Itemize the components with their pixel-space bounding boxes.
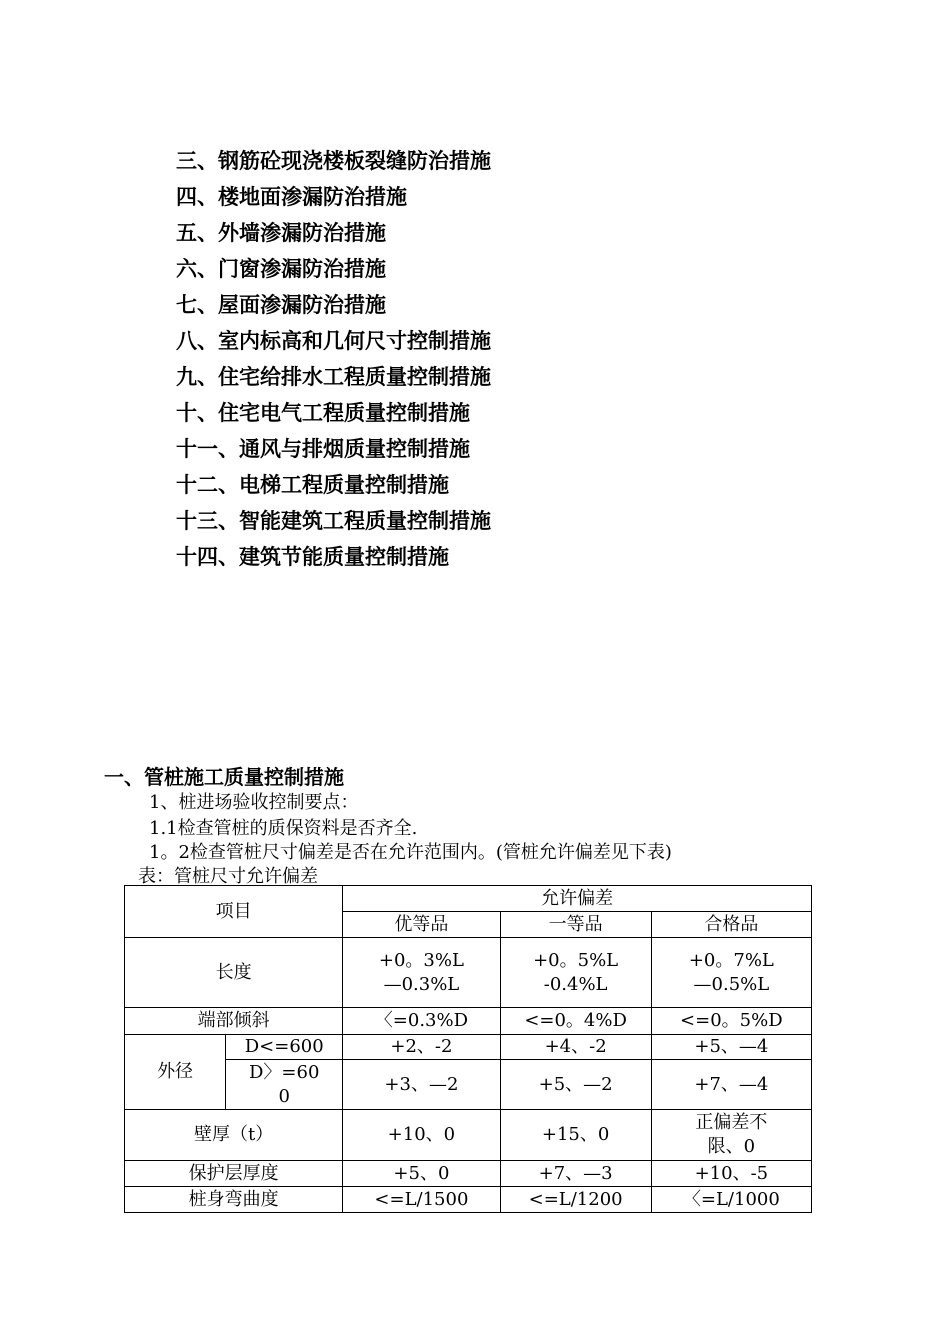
cell-length-g2 xyxy=(500,938,651,1008)
paragraph-size-deviation: 1。2检查管桩尺寸偏差是否在允许范围内。(管桩允许偏差见下表) xyxy=(149,842,672,863)
cell-line: +0。7%L xyxy=(688,949,774,971)
cell-outer-small-g1: +2、-2 xyxy=(343,1035,500,1060)
toc-item: 六、门窗渗漏防治措施 xyxy=(176,257,386,281)
table-row xyxy=(125,938,812,1008)
cell-outer-small-g3: +5、—4 xyxy=(651,1035,811,1060)
toc-item: 八、室内标高和几何尺寸控制措施 xyxy=(176,329,491,353)
header-allowance: 允许偏差 xyxy=(343,886,812,912)
paragraph-quality-docs: 1.1检查管桩的质保资料是否齐全. xyxy=(149,818,418,839)
toc-item: 四、楼地面渗漏防治措施 xyxy=(176,185,407,209)
row-label-tilt: 端部倾斜 xyxy=(125,1008,343,1035)
cell-line: +0。3%L xyxy=(378,949,464,971)
cell-bend-g1: <=L/1500 xyxy=(343,1187,500,1213)
cell-outer-small-g2: +4、-2 xyxy=(500,1035,651,1060)
cell-cover-g2: +7、—3 xyxy=(500,1161,651,1187)
row-label-cover-thickness: 保护层厚度 xyxy=(125,1161,343,1187)
cell-length-g1 xyxy=(343,938,500,1008)
cell-line: 0 xyxy=(278,1085,290,1107)
toc-item: 十、住宅电气工程质量控制措施 xyxy=(176,401,470,425)
table-header-row xyxy=(125,886,812,912)
cell-line: —0.3%L xyxy=(383,973,460,995)
row-label-outer-diameter: 外径 xyxy=(125,1035,226,1110)
table-row xyxy=(125,1161,812,1187)
cell-tilt-g3: <=0。5%D xyxy=(651,1008,811,1035)
cell-wall-g2: +15、0 xyxy=(500,1110,651,1161)
tolerance-table xyxy=(124,885,812,1213)
table-of-contents xyxy=(176,146,491,578)
cell-wall-g3 xyxy=(651,1110,811,1161)
table-row xyxy=(125,1060,812,1110)
table-row xyxy=(125,1110,812,1161)
row-label-length: 长度 xyxy=(125,938,343,1008)
cell-bend-g3: 〈=L/1000 xyxy=(651,1187,811,1213)
cell-line: D〉=60 xyxy=(249,1061,320,1083)
cell-cover-g3: +10、-5 xyxy=(651,1161,811,1187)
cell-bend-g2: <=L/1200 xyxy=(500,1187,651,1213)
toc-item: 十二、电梯工程质量控制措施 xyxy=(176,473,449,497)
cell-line: 正偏差不 xyxy=(695,1112,768,1133)
header-item: 项目 xyxy=(125,886,343,938)
cell-tilt-g2: <=0。4%D xyxy=(500,1008,651,1035)
cell-length-g3 xyxy=(651,938,811,1008)
table-row xyxy=(125,1187,812,1213)
cell-line: -0.4%L xyxy=(543,973,608,995)
cell-line: —0.5%L xyxy=(693,973,770,995)
toc-item: 十四、建筑节能质量控制措施 xyxy=(176,545,449,569)
cell-wall-g1: +10、0 xyxy=(343,1110,500,1161)
row-sublabel-d-large xyxy=(226,1060,343,1110)
paragraph-inspection-points: 1、桩进场验收控制要点： xyxy=(149,792,359,813)
cell-line: +0。5%L xyxy=(533,949,619,971)
toc-item: 五、外墙渗漏防治措施 xyxy=(176,221,386,245)
cell-outer-large-g3: +7、—4 xyxy=(651,1060,811,1110)
header-grade-qualified: 合格品 xyxy=(651,912,811,938)
toc-item: 九、住宅给排水工程质量控制措施 xyxy=(176,365,491,389)
table-row xyxy=(125,1008,812,1035)
header-grade-premium: 优等品 xyxy=(343,912,500,938)
toc-item: 七、屋面渗漏防治措施 xyxy=(176,293,386,317)
row-label-bend: 桩身弯曲度 xyxy=(125,1187,343,1213)
toc-item: 十一、通风与排烟质量控制措施 xyxy=(176,437,470,461)
cell-cover-g1: +5、0 xyxy=(343,1161,500,1187)
cell-outer-large-g1: +3、—2 xyxy=(343,1060,500,1110)
cell-outer-large-g2: +5、—2 xyxy=(500,1060,651,1110)
cell-line: 限、0 xyxy=(707,1136,756,1157)
table-row xyxy=(125,1035,812,1060)
header-grade-first: 一等品 xyxy=(500,912,651,938)
section-heading: 一、管桩施工质量控制措施 xyxy=(104,765,344,789)
cell-tilt-g1: 〈=0.3%D xyxy=(343,1008,500,1035)
row-sublabel-d-small: D<=600 xyxy=(226,1035,343,1060)
table-caption: 表：管桩尺寸允许偏差 xyxy=(138,866,318,887)
toc-item: 十三、智能建筑工程质量控制措施 xyxy=(176,509,491,533)
row-label-wall-thickness: 壁厚（t） xyxy=(125,1110,343,1161)
toc-item: 三、钢筋砼现浇楼板裂缝防治措施 xyxy=(176,149,491,173)
